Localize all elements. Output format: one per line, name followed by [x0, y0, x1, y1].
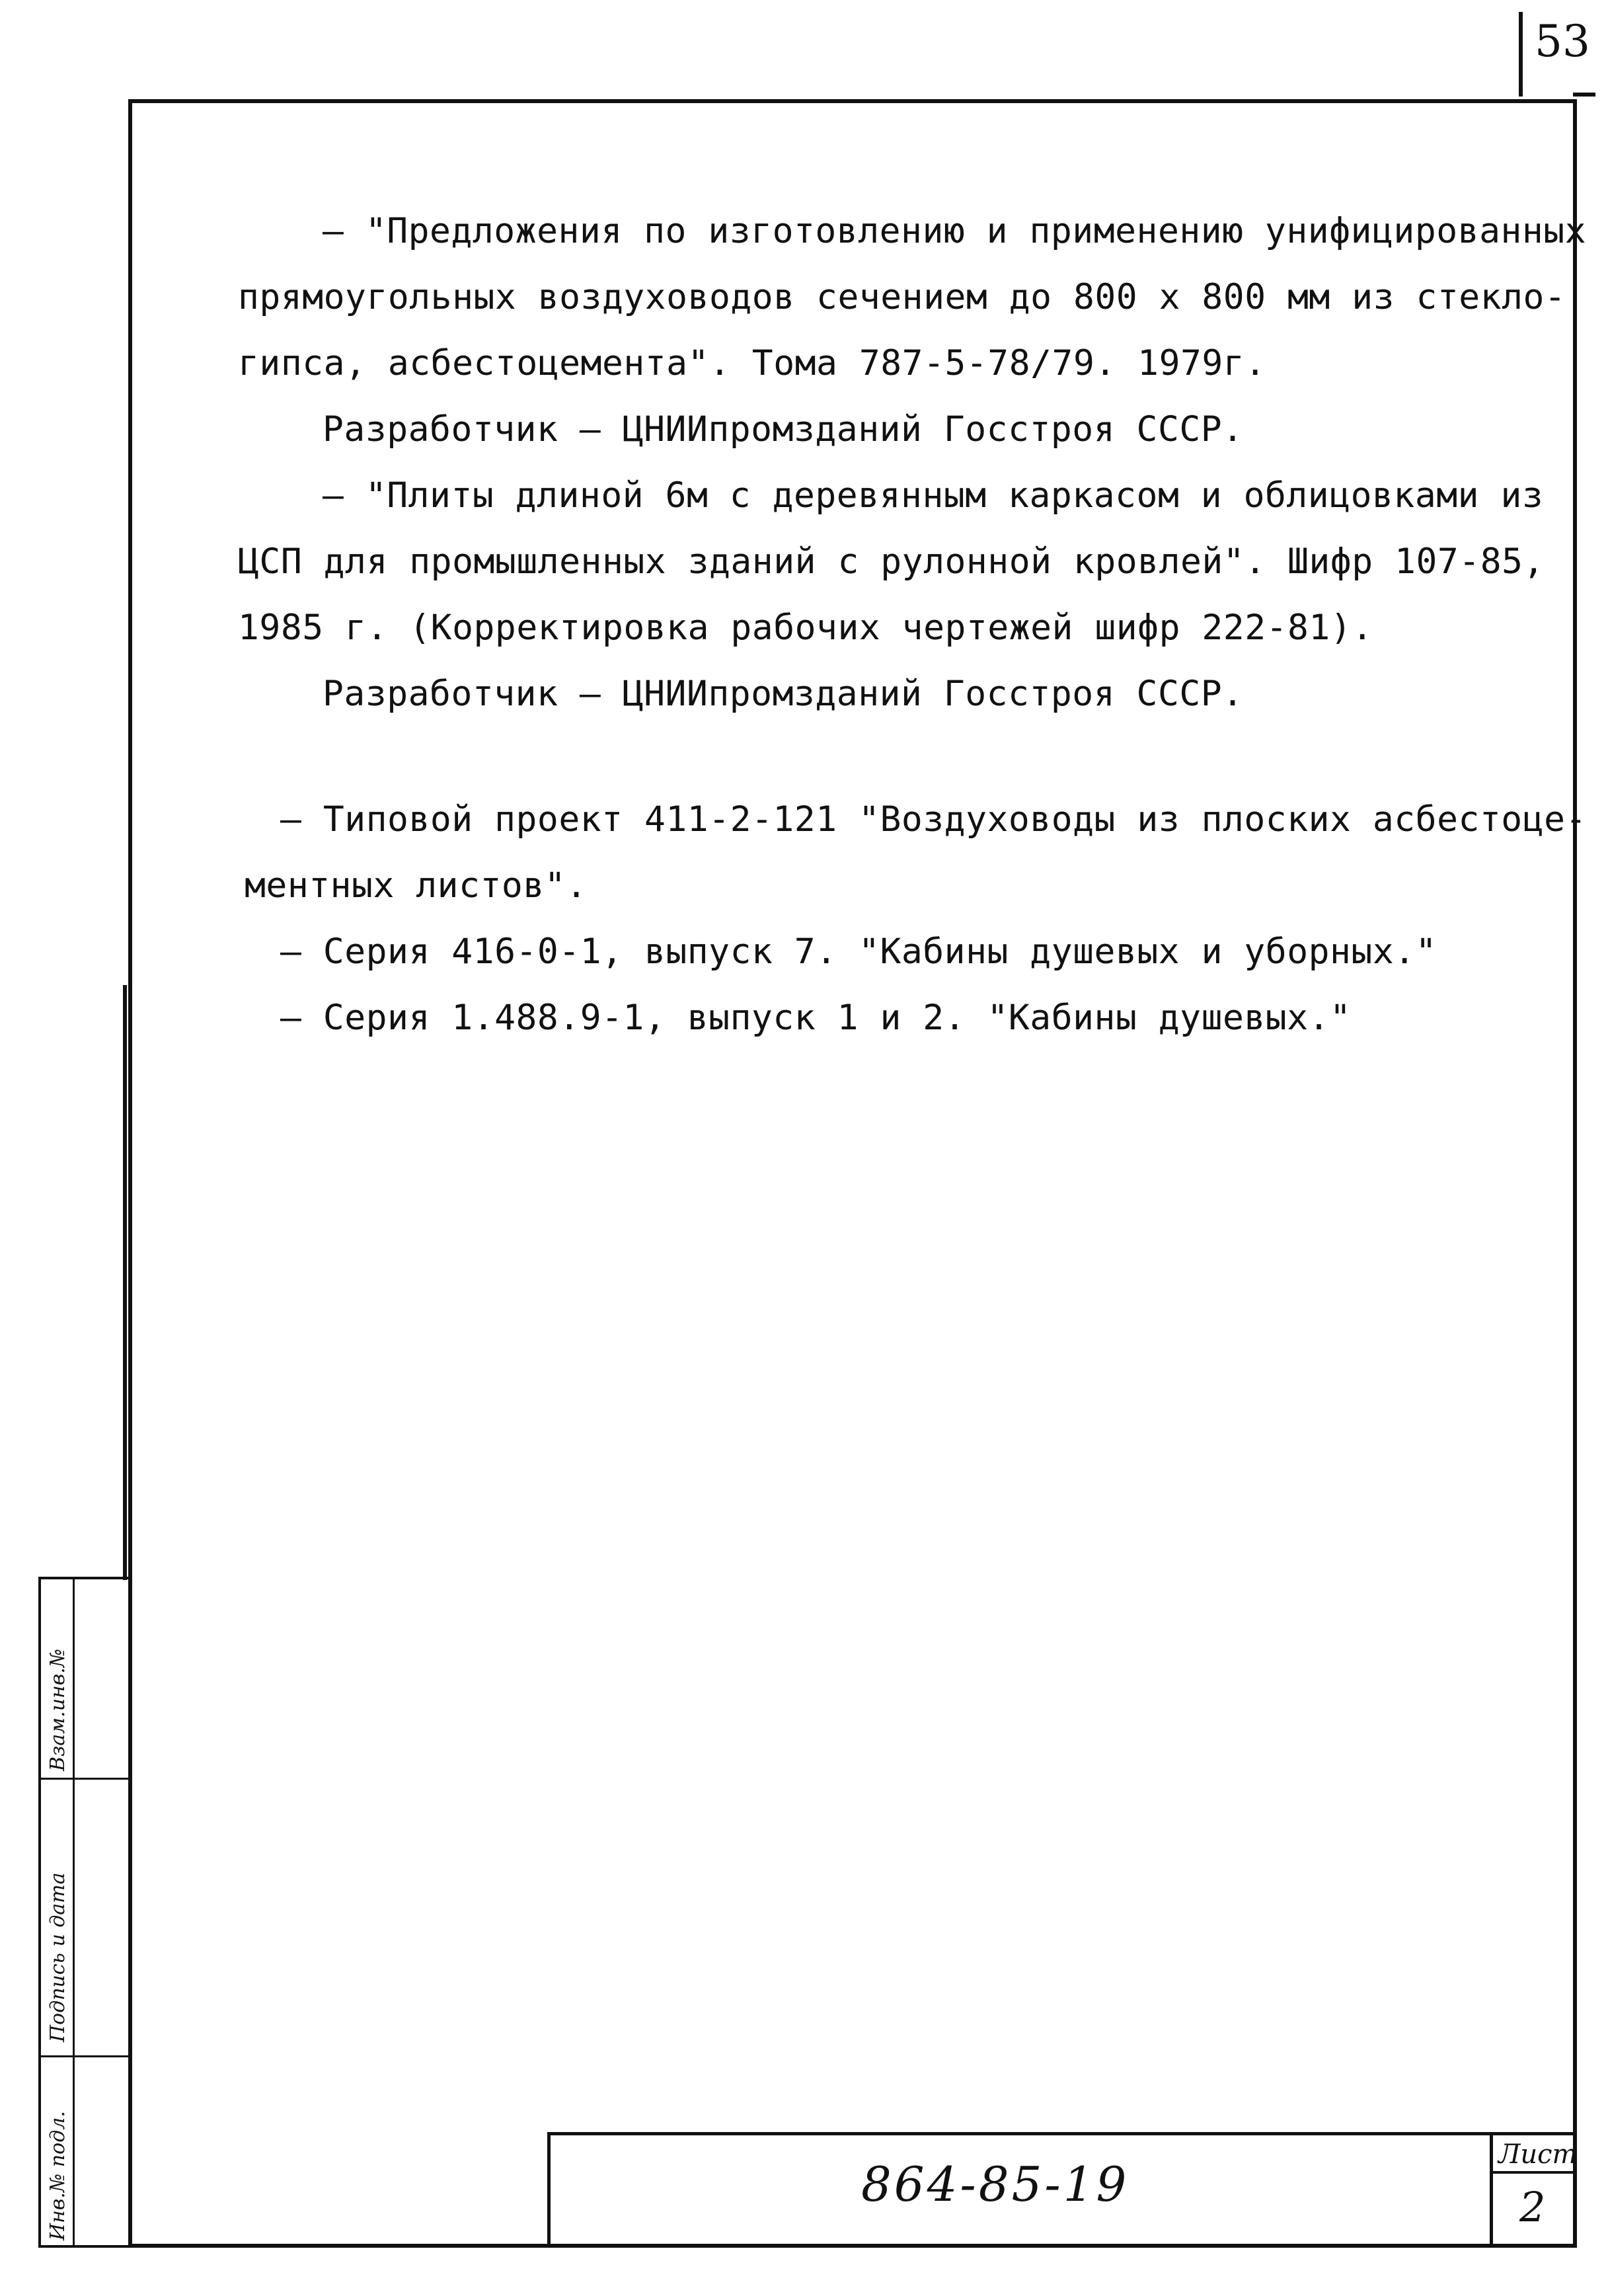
body-line: ЦСП для промышленных зданий с рулонной кровлей". Шифр 107-85, — [238, 541, 1545, 582]
side-stamp-divider — [41, 1778, 128, 1780]
side-stamp-divider — [73, 1579, 75, 2245]
sheet-divider — [1493, 2171, 1577, 2174]
page-number-rule — [1519, 12, 1523, 97]
sheet-label: Лист — [1498, 2139, 1578, 2170]
body-line: – "Предложения по изготовлению и применению унифицированных — [323, 211, 1587, 251]
title-block — [547, 2132, 1577, 2248]
page-number: 53 — [1535, 16, 1590, 67]
body-line: Разработчик – ЦНИИпромзданий Госстроя СССР. — [323, 409, 1244, 450]
body-line: – Типовой проект 411-2-121 "Воздуховоды из плоских асбестоце- — [280, 799, 1587, 840]
sheet-number: 2 — [1519, 2183, 1546, 2231]
body-line: 1985 г. (Корректировка рабочих чертежей шифр 222-81). — [238, 608, 1373, 648]
body-line: прямоугольных воздуховодов сечением до 800 х 800 мм из стекло- — [238, 277, 1566, 317]
body-line: — Серия 416-0-1, выпуск 7. "Кабины душевых и уборных." — [280, 931, 1437, 972]
side-stamp-divider — [41, 2055, 128, 2057]
body-line: гипса, асбестоцемента". Тома 787-5-78/79. 1979г. — [238, 343, 1266, 383]
document-code: 864-85-19 — [861, 2157, 1129, 2212]
body-line: Разработчик – ЦНИИпромзданий Госстроя СССР. — [323, 674, 1244, 714]
sheet-cell — [1490, 2135, 1577, 2248]
body-line: — Серия 1.488.9-1, выпуск 1 и 2. "Кабины душевых." — [280, 998, 1352, 1038]
frame-left-binding-line — [123, 985, 127, 1580]
side-stamp: Взам.инв.№ Подпись и дата Инв.№ подл. — [38, 1577, 128, 2248]
body-line: – "Плиты длиной 6м с деревянным каркасом и облицовками из — [323, 475, 1544, 516]
frame-corner-extension — [1573, 93, 1595, 97]
body-line: ментных листов". — [245, 865, 588, 906]
